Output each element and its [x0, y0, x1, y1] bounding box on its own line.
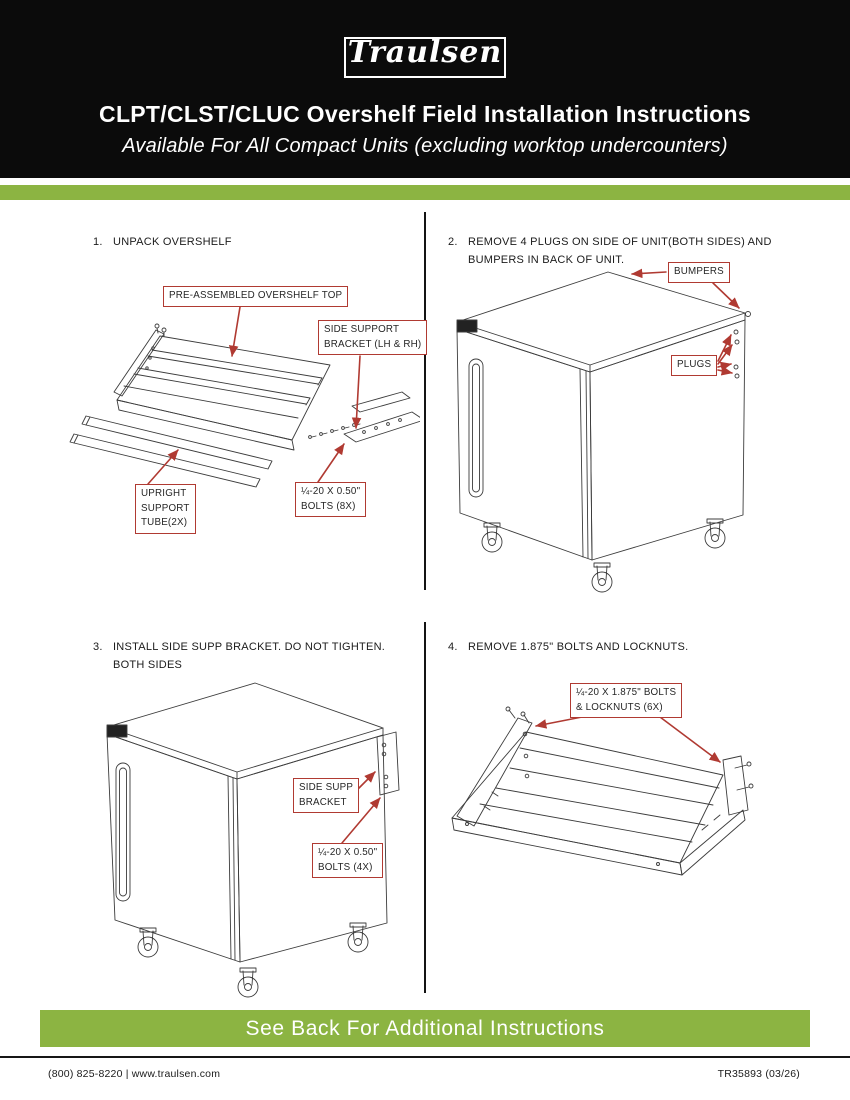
step-1-heading: [93, 233, 232, 251]
callout-line: TUBE(2X): [141, 517, 188, 528]
callout-bolts-4x: [312, 843, 383, 878]
callout-bolts-8x: [295, 482, 366, 517]
callout-line: SIDE SUPP: [299, 782, 354, 793]
step-text: REMOVE 1.875" BOLTS AND LOCKNUTS.: [468, 641, 689, 653]
unit-drawing-side-bracket: [60, 620, 420, 1010]
step-text: BUMPERS IN BACK OF UNIT.: [468, 254, 625, 266]
step-text: INSTALL SIDE SUPP BRACKET. DO NOT TIGHTEN.: [113, 641, 386, 653]
callout-line: PLUGS: [677, 359, 712, 370]
callout-line: SIDE SUPPORT: [324, 324, 400, 335]
callout-line: BRACKET (LH & RH): [324, 338, 422, 350]
footer-document-number: TR35893 (03/26): [717, 1068, 800, 1080]
callout-line: PRE-ASSEMBLED OVERSHELF TOP: [169, 290, 343, 301]
step-3-heading: [93, 638, 385, 674]
overshelf-line-art: [452, 707, 753, 875]
callout-line: UPRIGHT: [141, 488, 187, 499]
panel-step-3: [60, 620, 420, 1010]
panel-step-2: [430, 210, 810, 600]
caster: [238, 968, 258, 997]
callout-line: BRACKET: [299, 796, 347, 808]
callout-line: ¼-20 X 1.875" BOLTS: [576, 687, 677, 698]
banner-text: See Back For Additional Instructions: [245, 1016, 605, 1040]
step-4-heading: [448, 638, 688, 656]
panel-step-1: [60, 210, 420, 600]
panel-step-4: [430, 620, 810, 1010]
step-number: 4.: [448, 641, 458, 653]
callout-side-support-bracket: [318, 320, 427, 355]
step-text: REMOVE 4 PLUGS ON SIDE OF UNIT(BOTH SIDES) AND: [468, 236, 772, 248]
callout-line: BUMPERS: [674, 266, 724, 277]
unit-line-art: [107, 683, 399, 997]
footer-rule: [0, 1056, 850, 1058]
callout-bumpers: [668, 262, 730, 283]
page-title: CLPT/CLST/CLUC Overshelf Field Installation Instructions: [99, 101, 751, 127]
caster: [592, 563, 612, 592]
additional-instructions-banner: [40, 1010, 810, 1047]
callout-upright-support-tube: [135, 484, 196, 534]
callout-line: BOLTS (8X): [301, 500, 356, 512]
column-divider-bottom: [424, 622, 426, 993]
caster: [705, 519, 725, 548]
overshelf-exploded-drawing: [60, 210, 420, 600]
callout-line: BOLTS (4X): [318, 861, 373, 873]
green-divider-bar: [0, 185, 850, 200]
callout-side-supp-bracket: [293, 778, 359, 813]
column-divider-top: [424, 212, 426, 590]
header: [0, 0, 850, 178]
callout-line: ¼-20 X 0.50": [301, 486, 361, 497]
page-subtitle: Available For All Compact Units (excluding worktop undercounters): [122, 135, 728, 157]
callout-pre-assembled-overshelf-top: [163, 286, 348, 307]
callout-line: & LOCKNUTS (6X): [576, 701, 663, 713]
callout-line: ¼-20 X 0.50": [318, 847, 378, 858]
callout-line: SUPPORT: [141, 502, 190, 514]
step-number: 3.: [93, 641, 103, 653]
step-text: UNPACK OVERSHELF: [113, 236, 232, 248]
overshelf-bolts-drawing: [430, 620, 810, 1010]
traulsen-logo: [344, 37, 506, 78]
logo-text: Traulsen: [347, 35, 503, 70]
footer-phone-website: (800) 825-8220 | www.traulsen.com: [48, 1068, 221, 1080]
unit-line-art: [457, 272, 751, 592]
caster: [138, 928, 158, 957]
step-number: 1.: [93, 236, 103, 248]
callout-leader-arrows: [536, 717, 720, 762]
caster: [348, 923, 368, 952]
callout-bolts-locknuts-6x: [570, 683, 682, 718]
caster: [482, 523, 502, 552]
callout-plugs: [671, 355, 717, 376]
step-text: BOTH SIDES: [113, 659, 183, 671]
step-number: 2.: [448, 236, 458, 248]
